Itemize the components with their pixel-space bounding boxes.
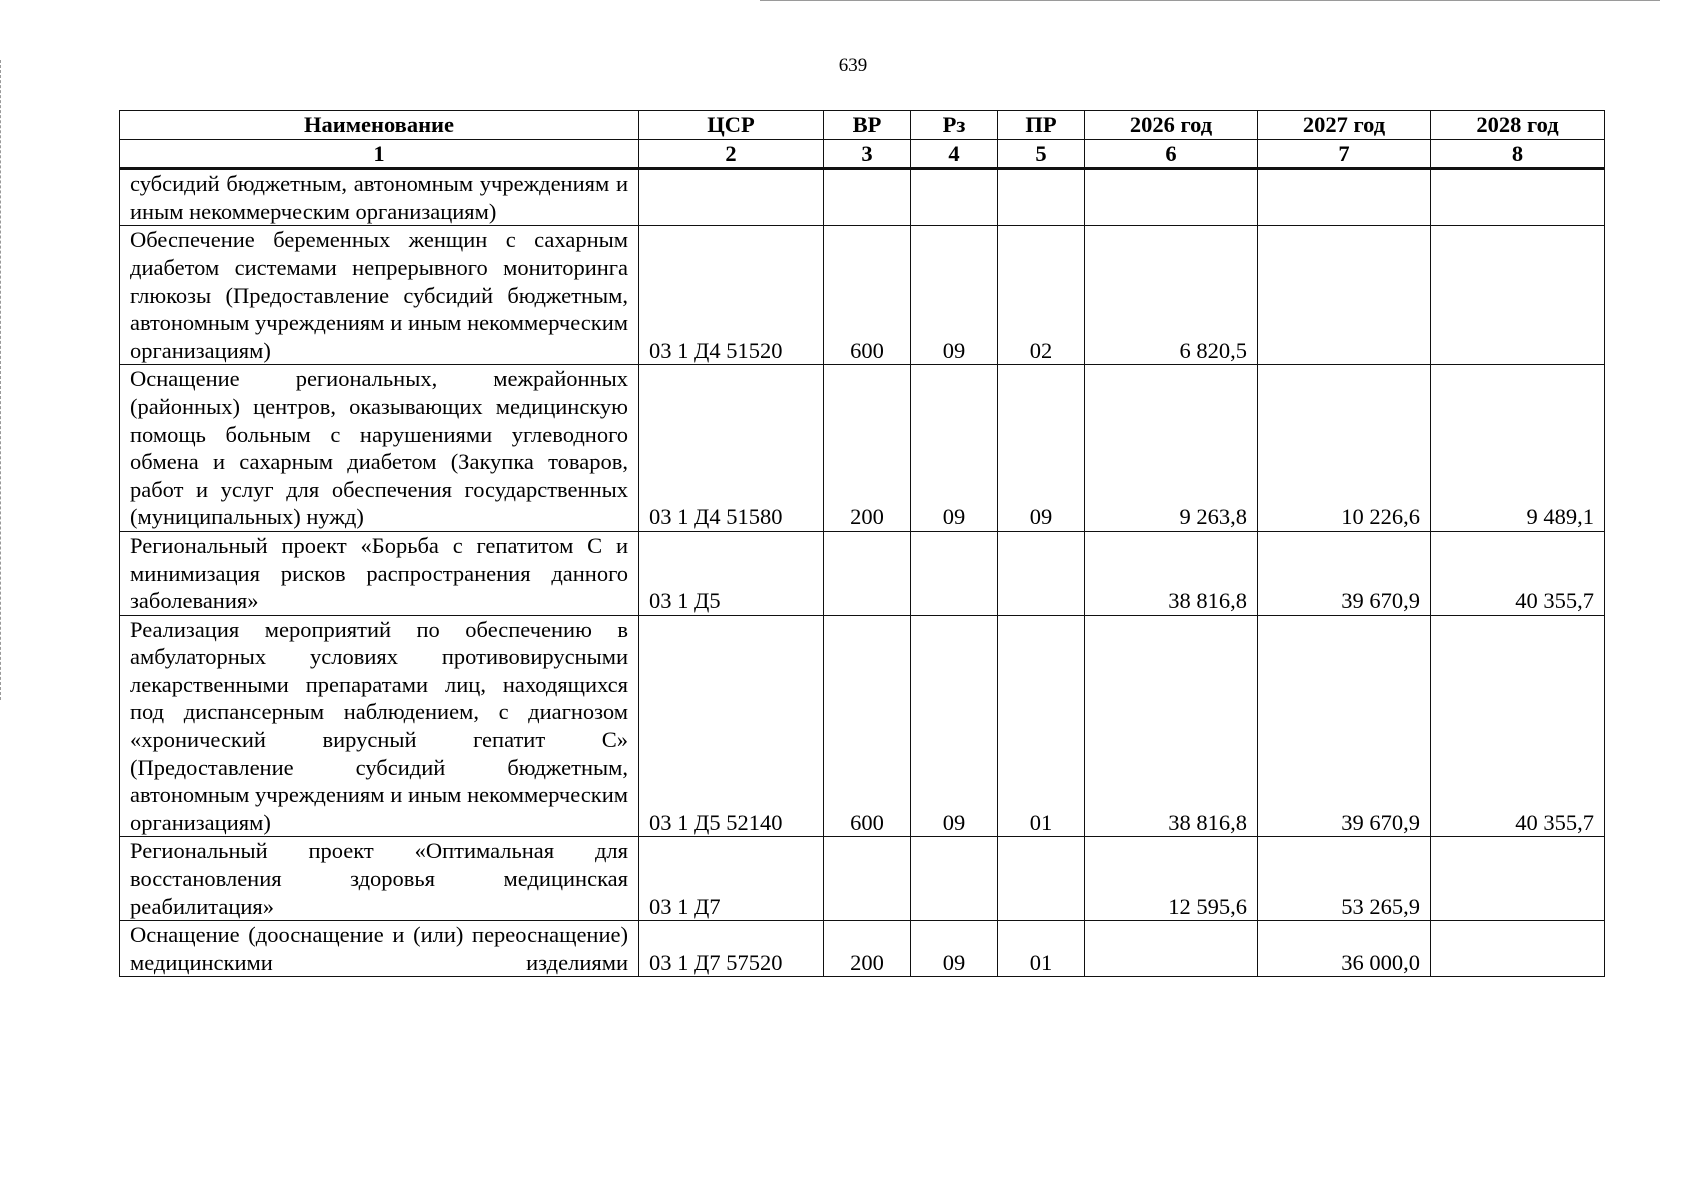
row-2026: 6 820,5 — [1085, 226, 1258, 365]
row-rz: 09 — [911, 615, 998, 837]
row-rz — [911, 531, 998, 615]
header-2026: 2026 год — [1085, 111, 1258, 140]
table-row — [120, 615, 1605, 837]
row-vr — [824, 531, 911, 615]
row-csr: 03 1 Д7 57520 — [639, 921, 824, 977]
row-2027: 39 670,9 — [1258, 531, 1431, 615]
table-row — [120, 169, 1605, 226]
row-2028 — [1431, 169, 1605, 226]
row-pr: 01 — [998, 921, 1085, 977]
budget-table — [119, 110, 1605, 977]
row-2027: 10 226,6 — [1258, 365, 1431, 532]
header-row — [120, 111, 1605, 140]
column-number: 6 — [1085, 139, 1258, 169]
column-number: 7 — [1258, 139, 1431, 169]
row-pr: 09 — [998, 365, 1085, 532]
row-csr: 03 1 Д4 51580 — [639, 365, 824, 532]
header-2028: 2028 год — [1431, 111, 1605, 140]
table-row — [120, 837, 1605, 921]
table-row — [120, 921, 1605, 977]
scan-edge-left — [0, 60, 3, 700]
column-number: 3 — [824, 139, 911, 169]
row-csr — [639, 169, 824, 226]
row-2026 — [1085, 921, 1258, 977]
header-2027: 2027 год — [1258, 111, 1431, 140]
row-pr — [998, 169, 1085, 226]
row-2026 — [1085, 169, 1258, 226]
column-number: 5 — [998, 139, 1085, 169]
row-pr: 02 — [998, 226, 1085, 365]
page-number: 639 — [838, 55, 868, 76]
header-vr: ВР — [824, 111, 911, 140]
header-name: Наименование — [120, 111, 639, 140]
row-name: субсидий бюджетным, автономным учреждениям и иным некоммерческим организациям) — [120, 169, 639, 226]
row-rz: 09 — [911, 365, 998, 532]
row-2027 — [1258, 169, 1431, 226]
row-name: Реализация мероприятий по обеспечению в амбулаторных условиях противовирусными лекарственными препаратами лиц, находящихся под диспансерным наблюдением, с диагнозом «хронический вирусный гепатит С» (Предоставление субсидий бюджетным, автономным учреждениям и иным некоммерческим организациям) — [120, 615, 639, 837]
row-rz: 09 — [911, 226, 998, 365]
row-name: Обеспечение беременных женщин с сахарным диабетом системами непрерывного мониторинга глюкозы (Предоставление субсидий бюджетным, автономным учреждениям и иным некоммерческим организациям) — [120, 226, 639, 365]
header-csr: ЦСР — [639, 111, 824, 140]
row-name: Оснащение региональных, межрайонных (районных) центров, оказывающих медицинскую помощь больным с нарушениями углеводного обмена и сахарным диабетом (Закупка товаров, работ и услуг для обеспечения государственных (муниципальных) нужд) — [120, 365, 639, 532]
row-rz: 09 — [911, 921, 998, 977]
row-rz — [911, 837, 998, 921]
row-2026: 38 816,8 — [1085, 615, 1258, 837]
column-number: 4 — [911, 139, 998, 169]
header-pr: ПР — [998, 111, 1085, 140]
row-2028: 40 355,7 — [1431, 531, 1605, 615]
row-vr: 200 — [824, 365, 911, 532]
row-csr: 03 1 Д4 51520 — [639, 226, 824, 365]
row-vr: 600 — [824, 615, 911, 837]
row-vr — [824, 837, 911, 921]
row-name: Региональный проект «Оптимальная для восстановления здоровья медицинская реабилитация» — [120, 837, 639, 921]
row-pr — [998, 837, 1085, 921]
row-2027: 36 000,0 — [1258, 921, 1431, 977]
header-rz: Рз — [911, 111, 998, 140]
row-2026: 12 595,6 — [1085, 837, 1258, 921]
table-row — [120, 365, 1605, 532]
row-2028: 9 489,1 — [1431, 365, 1605, 532]
row-2027: 53 265,9 — [1258, 837, 1431, 921]
row-name: Оснащение (дооснащение и (или) переоснащение) медицинскими изделиями — [120, 921, 639, 977]
row-2028 — [1431, 837, 1605, 921]
column-number: 1 — [120, 139, 639, 169]
row-2028 — [1431, 921, 1605, 977]
row-2027: 39 670,9 — [1258, 615, 1431, 837]
table-row — [120, 226, 1605, 365]
scan-edge-top — [760, 0, 1660, 1]
row-pr — [998, 531, 1085, 615]
table-row — [120, 531, 1605, 615]
row-csr: 03 1 Д5 — [639, 531, 824, 615]
column-number-row — [120, 139, 1605, 169]
row-rz — [911, 169, 998, 226]
row-2026: 38 816,8 — [1085, 531, 1258, 615]
row-csr: 03 1 Д5 52140 — [639, 615, 824, 837]
row-vr: 600 — [824, 226, 911, 365]
row-2028 — [1431, 226, 1605, 365]
row-csr: 03 1 Д7 — [639, 837, 824, 921]
row-vr: 200 — [824, 921, 911, 977]
row-2026: 9 263,8 — [1085, 365, 1258, 532]
row-pr: 01 — [998, 615, 1085, 837]
column-number: 2 — [639, 139, 824, 169]
row-2027 — [1258, 226, 1431, 365]
column-number: 8 — [1431, 139, 1605, 169]
row-vr — [824, 169, 911, 226]
row-name: Региональный проект «Борьба с гепатитом С и минимизация рисков распространения данного заболевания» — [120, 531, 639, 615]
row-2028: 40 355,7 — [1431, 615, 1605, 837]
